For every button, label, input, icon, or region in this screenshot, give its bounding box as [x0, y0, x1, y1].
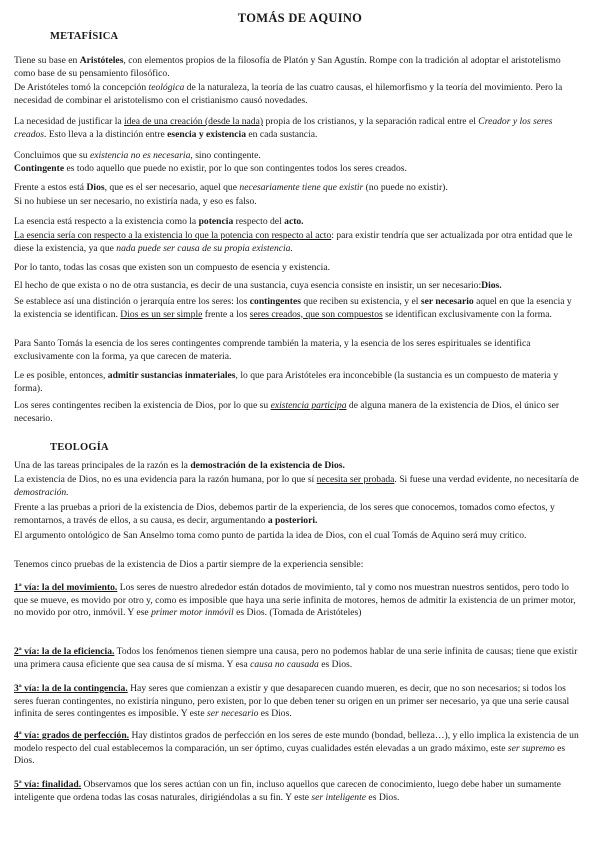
text-run: Frente a estos está	[14, 182, 87, 193]
text-run: contingentes	[249, 296, 301, 307]
text-run: demostración de la existencia de Dios.	[190, 460, 345, 471]
paragraph	[14, 55, 580, 80]
text-run: Todos los fenómenos tienen siempre una causa, pero no podemos hablar de una serie infinita de causas; tiene que existir una primera causa eficiente que sea causa de sí misma. Y esa	[14, 646, 578, 670]
document-title: TOMÁS DE AQUINO	[237, 11, 363, 25]
text-run: existencia participa	[270, 400, 347, 411]
text-run: , sino contingente.	[190, 150, 261, 161]
text-run: causa no causada	[250, 658, 319, 670]
text-run: es Dios.	[366, 791, 400, 803]
text-run: frente a los	[202, 308, 250, 320]
paragraph	[14, 502, 580, 527]
text-run: De Aristóteles tomó la concepción	[14, 82, 149, 93]
text-run: El argumento ontológico de San Anselmo toma como punto de partida la idea de Dios, con el cual Tomás de Aquino será muy crítico.	[14, 530, 527, 541]
text-run: es todo aquello que puede no existir, por lo que son contingentes todos los seres creados.	[64, 163, 407, 174]
text-run: esencia y existencia	[167, 128, 246, 140]
paragraph	[14, 230, 580, 255]
text-run: Le es posible, entonces,	[14, 370, 108, 381]
text-run: : para existir tendría que ser actualizada por otra entidad que le diese la existencia, ya que	[14, 230, 573, 254]
text-run: es Dios.	[258, 708, 292, 720]
text-run: ser inteligente	[311, 791, 367, 803]
text-run: nada puede ser causa de su propia existencia.	[116, 242, 293, 254]
text-run: 2ª vía: la de la eficiencia.	[14, 646, 115, 657]
text-run: , lo que para Aristóteles era inconcebible (la sustancia es un compuesto de materia y forma).	[14, 370, 559, 394]
text-run: Concluimos que su	[14, 150, 90, 161]
text-run: admitir sustancias inmateriales	[107, 370, 236, 381]
paragraph	[14, 150, 580, 163]
text-run: 1ª vía: la del movimiento.	[14, 582, 118, 593]
text-run: La esencia sería con respecto a la existencia lo que la potencia con respecto al acto	[14, 230, 332, 241]
text-run: necesariamente tiene que existir	[239, 182, 364, 193]
text-run: Tiene su base en	[14, 55, 80, 66]
text-run: La existencia de Dios, no es una evidencia para la razón humana, por lo que sí	[14, 474, 317, 485]
text-run: . Si fuese una verdad evidente, no necesitaría de	[394, 474, 579, 485]
text-run: (no puede no existir).	[363, 182, 448, 193]
text-run: , con elementos propios de la filosofía de Platón y San Agustín. Rompe con la tradición al adoptar el aristotelismo como base de su pensamiento filosófico.	[14, 55, 561, 79]
text-run: Los seres contingentes reciben la existencia de Dios, por lo que su	[14, 400, 271, 411]
text-run: ser necesario	[206, 708, 259, 720]
text-run: Observamos que los seres actúan con un fin, incluso aquellos que carecen de conocimiento, luego debe haber un sumamente inteligente que ordena todas las cosas naturales, dirigiéndolas a su fin. Y este	[14, 779, 561, 803]
text-run: Hay seres que comienzan a existir y que desaparecen cuando mueren, es decir, que no son necesarios; si todos los seres fueran contingentes, no existiría ninguno, pero existen, por lo que deben tener su origen en un primer ser necesario, ya que una serie causal infinita de seres contingentes es imposible. Y este	[14, 683, 570, 720]
paragraph	[14, 400, 580, 425]
paragraph	[14, 730, 580, 768]
text-run: Se establece así una distinción o jerarquía entre los seres: los	[14, 296, 250, 307]
paragraph	[14, 646, 580, 671]
text-run: Contingente	[14, 163, 65, 174]
section-heading-metafisica: METAFÍSICA	[50, 31, 119, 42]
text-run: en cada sustancia.	[246, 128, 318, 140]
text-run: ser necesario	[420, 296, 474, 307]
paragraph	[14, 460, 580, 473]
text-run: a posteriori.	[267, 514, 318, 526]
text-run: Aristóteles	[79, 55, 124, 66]
text-run: seres creados, que son compuestos	[249, 308, 383, 320]
paragraph	[14, 296, 580, 321]
text-run: Frente a las pruebas a priori de la existencia de Dios, debemos partir de la experiencia, de los seres que conocemos, tomados como efectos, y remontarnos, a través de ellos, a su causa, es decir, argumentando	[14, 502, 555, 526]
paragraph	[14, 474, 580, 499]
paragraph	[14, 280, 580, 293]
text-run: necesita ser probada	[316, 474, 395, 485]
text-run: , que es el ser necesario, aquel que	[104, 182, 240, 193]
text-run: acto.	[284, 216, 304, 227]
text-run: Dios	[86, 182, 105, 193]
text-run: que reciben su existencia, y el	[300, 296, 421, 307]
text-run: Si no hubiese un ser necesario, no existiría nada, y eso es falso.	[14, 196, 257, 207]
text-run: 3ª vía: la de la contingencia.	[14, 683, 128, 694]
text-run: respecto del	[233, 216, 285, 227]
paragraph	[14, 262, 580, 275]
text-run: Los seres de nuestro alrededor están dotados de movimiento, tal y como nos muestran nuestros sentidos, pero todo lo que se mueve, es movido por otro y, como es imposible que haya una serie infinita de motores, hemos de admitir la existencia de un primer motor, no movido por otro, inmóvil. Y ese	[14, 582, 576, 619]
text-run: Por lo tanto, todas las cosas que existen son un compuesto de esencia y existencia.	[14, 262, 330, 273]
paragraph	[14, 163, 580, 176]
text-run: propia de los cristianos, y la separación radical entre el	[263, 116, 479, 127]
paragraph	[14, 82, 580, 107]
paragraph	[14, 116, 580, 141]
text-run: primer motor inmóvil	[151, 607, 234, 619]
paragraph	[14, 338, 580, 363]
text-run: teológica	[148, 82, 185, 93]
text-run: idea de una creación (desde la nada)	[124, 116, 264, 127]
text-run: Hay distintos grados de perfección en los seres de este mundo (bondad, belleza…), y ello implica la existencia de un modelo respecto del cual establecemos la comparación, un ser óptimo, cuyas cualidades estén elevadas a un grado máximo, este	[14, 730, 579, 754]
text-run: Una de las tareas principales de la razón es la	[14, 460, 191, 471]
text-run: Creador y los seres creados	[14, 116, 553, 140]
text-run: aquel en que la esencia y la existencia se identifican.	[14, 296, 572, 320]
text-run: de la naturaleza, la teoría de las cuatro causas, el hilemorfismo y la teoría del movimiento. Pero la necesidad de combinar el aristotelismo con el cristianismo causó novedades.	[14, 82, 563, 106]
text-run: se identifican exclusivamente con la forma.	[382, 308, 552, 320]
paragraph	[14, 582, 580, 620]
text-run: 4ª vía: grados de perfección.	[14, 730, 130, 741]
text-run: 5ª vía: finalidad.	[14, 779, 82, 790]
paragraph	[14, 683, 580, 721]
text-run: Tenemos cinco pruebas de la existencia de Dios a partir siempre de la experiencia sensible:	[14, 559, 364, 570]
text-run: El hecho de que exista o no de otra sustancia, es decir de una sustancia, cuya esencia consiste en insistir, un ser necesario:	[14, 280, 482, 291]
text-run: ser supremo	[507, 742, 555, 754]
text-run: La esencia está respecto a la existencia como la	[14, 216, 199, 227]
paragraph	[14, 196, 580, 209]
text-run: de alguna manera de la existencia de Dios, el único ser necesario.	[14, 400, 560, 424]
text-run: es Dios.	[318, 658, 353, 670]
paragraph	[14, 530, 580, 543]
paragraph	[14, 779, 580, 804]
paragraph	[14, 559, 580, 572]
text-run: es Dios. (Tomada de Aristóteles)	[233, 607, 362, 619]
paragraph	[14, 216, 580, 229]
text-run: potencia	[198, 216, 234, 227]
text-run: existencia no es necesaria	[89, 150, 191, 161]
text-run: Dios es un ser simple	[120, 308, 203, 320]
paragraph	[14, 370, 580, 395]
text-run: Para Santo Tomás la esencia de los seres contingentes comprende también la materia, y la esencia de los seres espirituales se identifica exclusivamente con la forma, ya que carecen de materia.	[14, 338, 531, 362]
text-run: es Dios.	[14, 742, 566, 767]
text-run: . Esto lleva a la distinción entre	[44, 128, 168, 140]
text-run: demostración.	[14, 486, 69, 498]
paragraph	[14, 182, 580, 195]
section-heading-teologia: TEOLOGÍA	[50, 442, 109, 453]
text-run: Dios.	[481, 280, 502, 291]
text-run: La necesidad de justificar la	[14, 116, 125, 127]
